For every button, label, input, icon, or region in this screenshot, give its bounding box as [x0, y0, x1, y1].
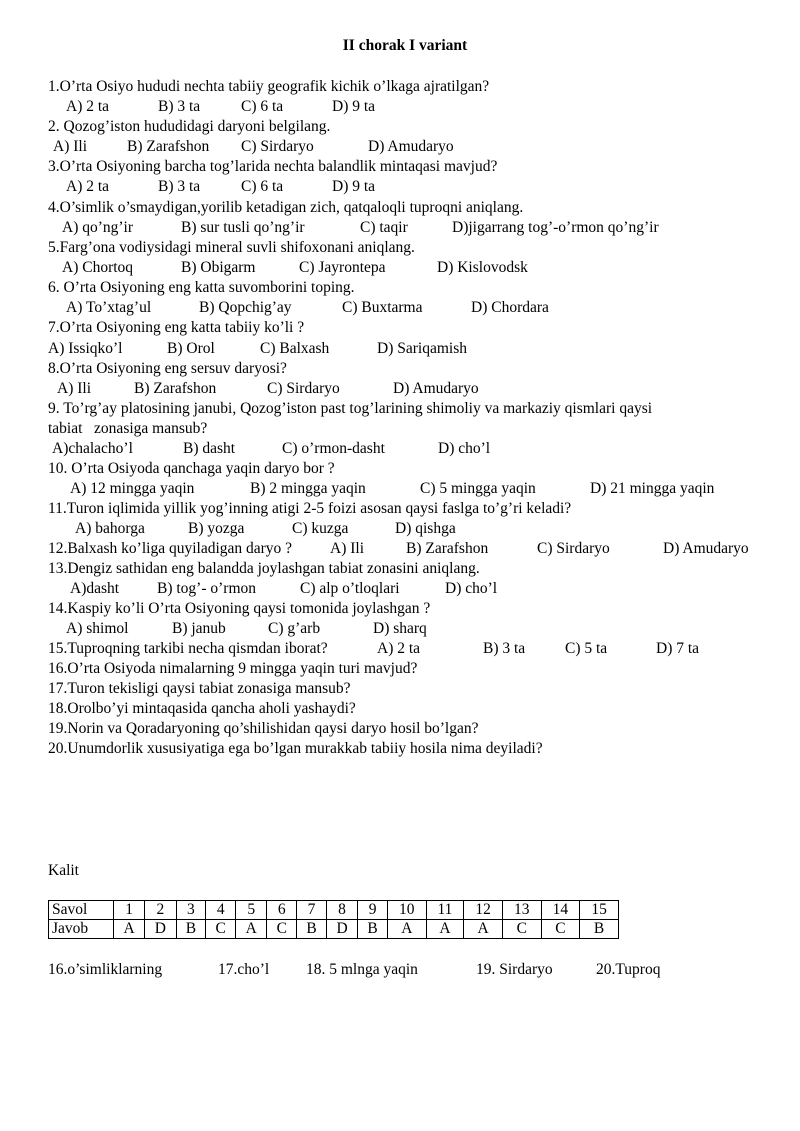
question-numbers-row	[49, 901, 619, 920]
option-d: D) Amudaryo	[368, 138, 454, 155]
answers-row	[49, 920, 619, 939]
question-1: 1.O’rta Osiyo hududi nechta tabiiy geografik kichik o’lkaga ajratilgan?	[48, 78, 490, 95]
question-15-text: 15.Tuproqning tarkibi necha qismdan iborat?	[48, 640, 328, 657]
question-10-options	[0, 479, 800, 499]
option-b: B) yozga	[188, 520, 245, 537]
option-a: A) Ili	[57, 380, 92, 397]
option-c: C) 5 mingga yaqin	[420, 480, 536, 497]
row-label-savol: Savol	[49, 901, 114, 920]
option-a: A) bahorga	[75, 520, 145, 537]
open-answer-17: 17.cho’l	[218, 961, 270, 978]
option-c: C) 5 ta	[565, 640, 608, 657]
option-c: C) Balxash	[260, 340, 330, 357]
question-20: 20.Unumdorlik xususiyatiga ega bo’lgan murakkab tabiiy hosila nima deyiladi?	[48, 740, 543, 757]
question-2: 2. Qozog’iston hududidagi daryoni belgilang.	[48, 118, 331, 135]
option-b: B) 3 ta	[158, 98, 201, 115]
question-8-options	[0, 379, 800, 399]
option-d: D) cho’l	[438, 440, 491, 457]
option-d: D) Sariqamish	[377, 340, 467, 357]
question-15	[0, 639, 800, 659]
option-d: D) Amudaryo	[393, 380, 479, 397]
question-19: 19.Norin va Qoradaryoning qo’shilishidan qaysi daryo hosil bo’lgan?	[48, 720, 479, 737]
question-1-options	[0, 97, 800, 117]
question-number: 4	[206, 901, 236, 920]
option-b: B) Qopchig’ay	[199, 299, 292, 316]
question-5: 5.Farg’ona vodiysidagi mineral suvli shifoxonani aniqlang.	[48, 239, 415, 256]
option-d: D) qishga	[395, 520, 456, 537]
question-9-continued: tabiat zonasiga mansub?	[48, 420, 208, 437]
option-a: A) shimol	[66, 620, 129, 637]
option-a: A) Ili	[53, 138, 88, 155]
answer-cell: A	[114, 920, 145, 939]
question-14: 14.Kaspiy ko’li O’rta Osiyoning qaysi tomonida joylashgan ?	[48, 600, 431, 617]
question-18: 18.Orolbo’yi mintaqasida qancha aholi yashaydi?	[48, 700, 356, 717]
question-number: 14	[541, 901, 580, 920]
question-16: 16.O’rta Osiyoda nimalarning 9 mingga yaqin turi mavjud?	[48, 660, 418, 677]
option-d: D) Kislovodsk	[437, 259, 528, 276]
answer-cell: A	[236, 920, 267, 939]
option-b: B) Zarafshon	[127, 138, 210, 155]
question-number: 1	[114, 901, 145, 920]
question-number: 8	[326, 901, 357, 920]
answer-cell: D	[326, 920, 357, 939]
question-11: 11.Turon iqlimida yillik yog’inning atigi 2-5 foizi asosan qaysi faslga to’g’ri keladi?	[48, 500, 572, 517]
page-title: II chorak I variant	[342, 37, 468, 54]
option-b: B) dasht	[183, 440, 236, 457]
option-b: B) Orol	[167, 340, 215, 357]
option-b: B) 3 ta	[158, 178, 201, 195]
question-12-text: 12.Balxash ko’liga quyiladigan daryo ?	[48, 540, 293, 557]
answer-key-table	[48, 900, 619, 939]
option-a: A)chalacho’l	[52, 440, 133, 457]
question-number: 5	[236, 901, 267, 920]
option-c: C) 6 ta	[241, 98, 284, 115]
option-a: A) To’xtag’ul	[66, 299, 152, 316]
option-b: B) 3 ta	[483, 640, 526, 657]
question-7-options	[0, 339, 800, 359]
option-d: D) 9 ta	[332, 178, 376, 195]
option-d: D) cho’l	[445, 580, 498, 597]
answer-cell: A	[387, 920, 426, 939]
option-c: C) kuzga	[292, 520, 349, 537]
option-b: B) Zarafshon	[406, 540, 489, 557]
option-c: C) Buxtarma	[342, 299, 423, 316]
question-2-options	[0, 137, 800, 157]
question-number: 11	[426, 901, 464, 920]
option-b: B) sur tusli qo’ng’ir	[181, 219, 305, 236]
question-12	[0, 539, 800, 559]
question-number: 7	[297, 901, 327, 920]
answer-cell: A	[426, 920, 464, 939]
question-number: 15	[580, 901, 619, 920]
answer-cell: B	[358, 920, 388, 939]
option-c: C) alp o’tloqlari	[300, 580, 400, 597]
question-14-options	[0, 619, 800, 639]
row-label-javob: Javob	[49, 920, 114, 939]
answer-cell: B	[580, 920, 619, 939]
option-d: D) sharq	[373, 620, 427, 637]
answer-cell: C	[541, 920, 580, 939]
question-number: 3	[176, 901, 206, 920]
option-d: D)jigarrang tog’-o’rmon qo’ng’ir	[452, 219, 659, 236]
option-a: A) 12 mingga yaqin	[70, 480, 195, 497]
question-17: 17.Turon tekisligi qaysi tabiat zonasiga mansub?	[48, 680, 351, 697]
answer-cell: D	[145, 920, 176, 939]
option-b: B) Zarafshon	[134, 380, 217, 397]
option-b: B) tog’- o’rmon	[157, 580, 257, 597]
option-a: A) Ili	[330, 540, 365, 557]
open-answer-19: 19. Sirdaryo	[476, 961, 553, 978]
option-a: A) 2 ta	[66, 98, 110, 115]
option-a: A) Issiqko’l	[48, 340, 123, 357]
question-number: 12	[464, 901, 503, 920]
question-9-options	[0, 439, 800, 459]
question-number: 6	[267, 901, 297, 920]
option-c: C) 6 ta	[241, 178, 284, 195]
question-4-options	[0, 218, 800, 238]
option-d: D) 7 ta	[656, 640, 700, 657]
question-6: 6. O’rta Osiyoning eng katta suvomborini toping.	[48, 279, 355, 296]
option-c: C) g’arb	[268, 620, 321, 637]
open-answer-18: 18. 5 mlnga yaqin	[306, 961, 418, 978]
question-8: 8.O’rta Osiyoning eng sersuv daryosi?	[48, 360, 287, 377]
answer-cell: B	[297, 920, 327, 939]
option-b: B) 2 mingga yaqin	[250, 480, 366, 497]
answer-key-label: Kalit	[48, 862, 79, 879]
option-a: A) 2 ta	[377, 640, 421, 657]
question-13: 13.Dengiz sathidan eng balandda joylashgan tabiat zonasini aniqlang.	[48, 560, 480, 577]
question-9: 9. To’rg’ay platosining janubi, Qozog’iston past tog’larining shimoliy va markaziy qismlari qaysi	[48, 400, 653, 417]
option-a: A) qo’ng’ir	[62, 219, 134, 236]
open-answer-16: 16.o’simliklarning	[48, 961, 163, 978]
answer-cell: C	[267, 920, 297, 939]
question-5-options	[0, 258, 800, 278]
question-4: 4.O’simlik o’smaydigan,yorilib ketadigan zich, qatqaloqli tuproqni aniqlang.	[48, 199, 524, 216]
question-number: 10	[387, 901, 426, 920]
answer-cell: B	[176, 920, 206, 939]
question-number: 13	[502, 901, 541, 920]
answer-cell: A	[464, 920, 503, 939]
option-c: C) Sirdaryo	[241, 138, 314, 155]
option-a: A)dasht	[70, 580, 120, 597]
question-11-options	[0, 519, 800, 539]
answer-cell: C	[502, 920, 541, 939]
open-answer-20: 20.Tuproq	[596, 961, 661, 978]
option-c: C) Sirdaryo	[537, 540, 610, 557]
question-7: 7.O’rta Osiyoning eng katta tabiiy ko’li ?	[48, 319, 305, 336]
question-10: 10. O’rta Osiyoda qanchaga yaqin daryo bor ?	[48, 460, 335, 477]
option-c: C) Jayrontepa	[299, 259, 386, 276]
option-d: D) Amudaryo	[663, 540, 749, 557]
option-d: D) 9 ta	[332, 98, 376, 115]
question-number: 2	[145, 901, 176, 920]
option-a: A) 2 ta	[66, 178, 110, 195]
question-3-options	[0, 177, 800, 197]
option-c: C) Sirdaryo	[267, 380, 340, 397]
answer-cell: C	[206, 920, 236, 939]
question-3: 3.O’rta Osiyoning barcha tog’larida nechta balandlik mintaqasi mavjud?	[48, 158, 498, 175]
option-c: C) taqir	[360, 219, 408, 236]
question-13-options	[0, 579, 800, 599]
option-b: B) janub	[172, 620, 226, 637]
option-a: A) Chortoq	[62, 259, 134, 276]
option-b: B) Obigarm	[181, 259, 256, 276]
question-6-options	[0, 298, 800, 318]
question-number: 9	[358, 901, 388, 920]
option-c: C) o’rmon-dasht	[282, 440, 385, 457]
option-d: D) Chordara	[471, 299, 549, 316]
option-d: D) 21 mingga yaqin	[590, 480, 715, 497]
